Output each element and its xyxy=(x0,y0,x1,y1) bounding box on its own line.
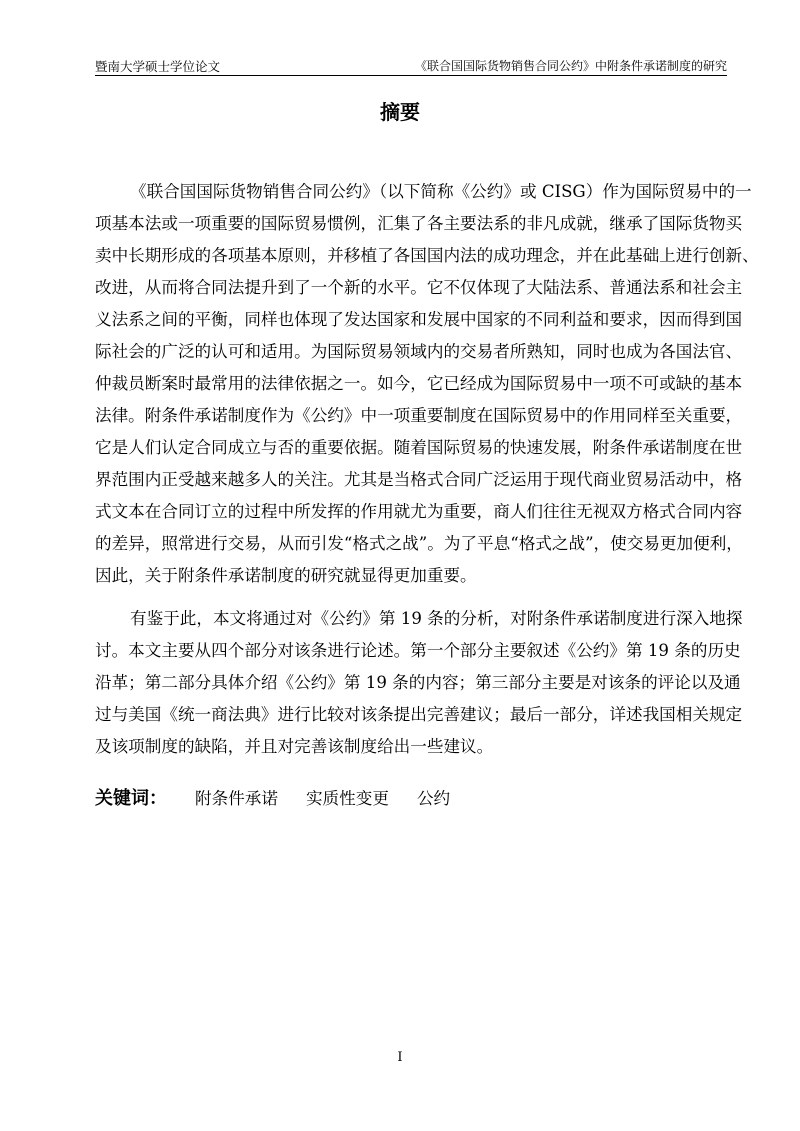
text-line: 过与美国《统一商法典》进行比较对该条提出完善建议；最后一部分，详述我国相关规定 xyxy=(95,705,743,724)
text-line: 有鉴于此，本文将通过对《公约》第 19 条的分析，对附条件承诺制度进行深入地探 xyxy=(130,609,743,628)
abstract-title: 摘要 xyxy=(380,100,420,124)
keywords-label: 关键词： xyxy=(95,788,167,809)
abstract-paragraph-1 xyxy=(95,176,759,592)
keyword: 公约 xyxy=(416,789,451,808)
text-line: 《联合国国际货物销售合同公约》（以下简称《公约》或 CISG）作为国际贸易中的一 xyxy=(130,182,752,201)
text-line: 因此，关于附条件承诺制度的研究就显得更加重要。 xyxy=(95,566,477,585)
text-line: 义法系之间的平衡，同样也体现了发达国家和发展中国家的不同利益和要求，因而得到国 xyxy=(95,310,743,329)
keywords xyxy=(95,784,450,810)
abstract-paragraph-2 xyxy=(95,603,743,763)
text-line: 它是人们认定合同成立与否的重要依据。随着国际贸易的快速发展，附条件承诺制度在世 xyxy=(95,438,743,457)
text-line: 改进，从而将合同法提升到了一个新的水平。它不仅体现了大陆法系、普通法系和社会主 xyxy=(95,278,743,297)
text-line: 法律。附条件承诺制度作为《公约》中一项重要制度在国际贸易中的作用同样至关重要， xyxy=(95,406,743,425)
page-header xyxy=(95,55,727,76)
text-line: 界范围内正受越来越多人的关注。尤其是当格式合同广泛运用于现代商业贸易活动中，格 xyxy=(95,470,743,489)
text-line: 及该项制度的缺陷，并且对完善该制度给出一些建议。 xyxy=(95,737,494,756)
text-line: 式文本在合同订立的过程中所发挥的作用就尤为重要，商人们往往无视双方格式合同内容 xyxy=(95,502,743,521)
text-line: 卖中长期形成的各项基本原则，并移植了各国国内法的成功理念，并在此基础上进行创新、 xyxy=(95,246,759,265)
text-line: 的差异，照常进行交易，从而引发“格式之战”。为了平息“格式之战”，使交易更加便利， xyxy=(95,534,743,553)
text-line: 项基本法或一项重要的国际贸易惯例，汇集了各主要法系的非凡成就，继承了国际货物买 xyxy=(95,214,743,233)
keyword: 实质性变更 xyxy=(305,789,389,808)
header-thesis-title: 《联合国国际货物销售合同公约》中附条件承诺制度的研究 xyxy=(414,59,727,73)
text-line: 际社会的广泛的认可和适用。为国际贸易领域内的交易者所熟知，同时也成为各国法官、 xyxy=(95,342,743,361)
text-line: 仲裁员断案时最常用的法律依据之一。如今，它已经成为国际贸易中一项不可或缺的基本 xyxy=(95,374,743,393)
header-university: 暨南大学硕士学位论文 xyxy=(95,59,221,74)
text-line: 沿革；第二部分具体介绍《公约》第 19 条的内容；第三部分主要是对该条的评论以及通 xyxy=(95,673,741,692)
text-line: 讨。本文主要从四个部分对该条进行论述。第一个部分主要叙述《公约》第 19 条的历史 xyxy=(95,641,741,660)
keyword: 附条件承诺 xyxy=(195,789,278,808)
page-number: I xyxy=(397,1050,403,1065)
